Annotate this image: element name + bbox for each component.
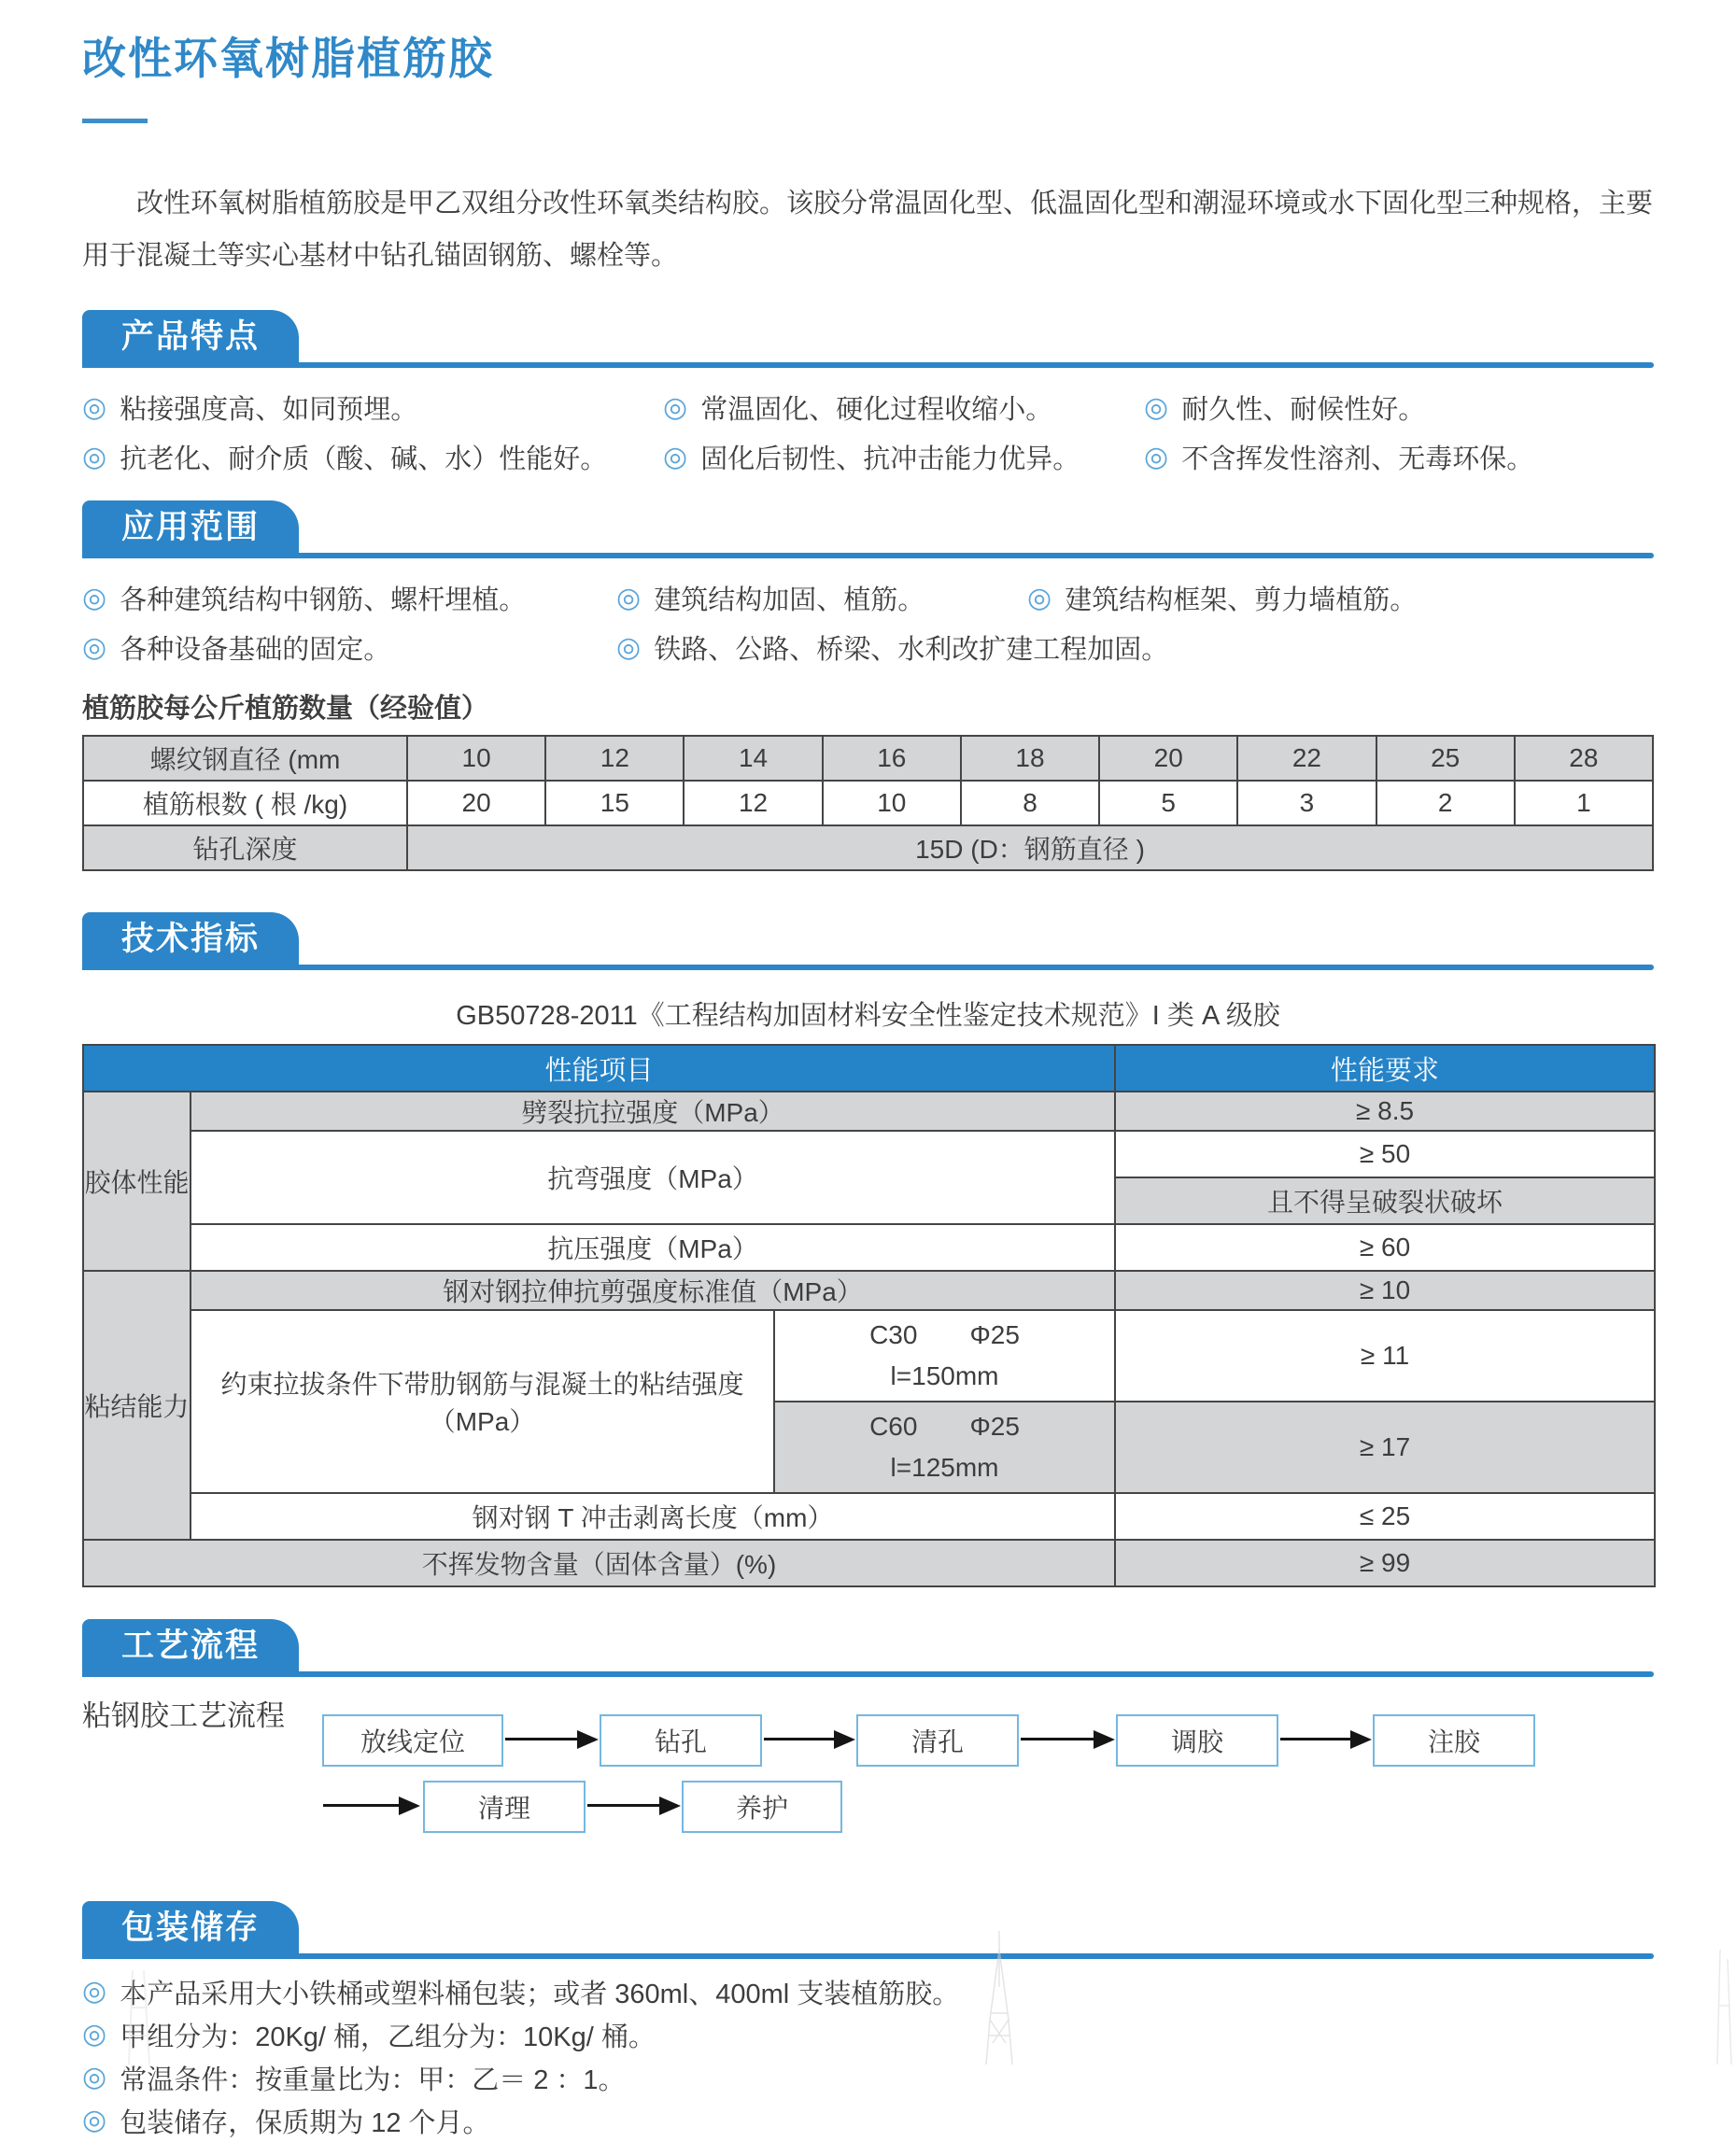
section-heading: 应用范围 [120, 509, 260, 545]
spec-value: 且不得呈破裂状破坏 [1115, 1177, 1655, 1224]
rebar-table-label: 植筋胶每公斤植筋数量（经验值） [82, 694, 489, 724]
spec-header-row [83, 1045, 1655, 1092]
condition-line: l=150mm [890, 1361, 999, 1390]
flow-step: 调胶 [1116, 1714, 1278, 1767]
spec-label: 钢对钢 T 冲击剥离长度（mm） [191, 1493, 1115, 1540]
cell: 22 [1237, 736, 1376, 781]
spec-label: 抗压强度（MPa） [191, 1224, 1115, 1271]
cell: 16 [823, 736, 961, 781]
list-item [82, 432, 663, 482]
flow-step: 养护 [682, 1781, 842, 1833]
intro-paragraph: 改性环氧树脂植筋胶是甲乙双组分改性环氧类结构胶。该胶分常温固化型、低温固化型和潮湿环境或水下固化型三种规格，主要用于混凝土等实心基材中钻孔锚固钢筋、螺栓等。 [82, 189, 1654, 271]
applications-col-1 [82, 573, 616, 672]
flow-step: 放线定位 [322, 1714, 503, 1767]
list-item [82, 1970, 1654, 2013]
list-item-text: 固化后韧性、抗冲击能力优异。 [700, 444, 1080, 474]
spec-value: ≥ 8.5 [1115, 1092, 1655, 1131]
bullet-icon: ◎ [1144, 441, 1169, 472]
flow-arrow-icon [587, 1804, 660, 1807]
cell: 28 [1515, 736, 1653, 781]
cell: 3 [1237, 781, 1376, 825]
section-heading: 产品特点 [120, 318, 260, 355]
applications-col-3 [1027, 573, 1654, 672]
bullet-icon: ◎ [1027, 582, 1052, 613]
rebar-table [82, 735, 1654, 871]
flow-arrow-icon [764, 1738, 835, 1740]
flow-arrow-icon [1280, 1738, 1351, 1740]
bullet-icon: ◎ [82, 441, 107, 472]
spec-table [82, 1044, 1656, 1587]
list-item-text: 各种设备基础的固定。 [120, 635, 391, 665]
list-item [82, 2056, 1654, 2099]
list-item-text: 不含挥发性溶剂、无毒环保。 [1181, 444, 1534, 474]
spec-value: ≥ 60 [1115, 1224, 1655, 1271]
page-title: 改性环氧树脂植筋胶 [82, 34, 494, 83]
bullet-icon: ◎ [82, 631, 107, 663]
cell: 10 [407, 736, 545, 781]
spec-label: 抗弯强度（MPa） [191, 1131, 1115, 1224]
bullet-icon: ◎ [82, 2019, 107, 2050]
section-features [82, 310, 1654, 368]
spec-value: ≥ 50 [1115, 1131, 1655, 1177]
list-item [82, 623, 616, 672]
list-item [82, 2099, 1654, 2142]
list-item-text: 包装储存，保质期为 12 个月。 [120, 2107, 490, 2138]
section-tab-applications [82, 500, 299, 553]
spec-value: ≤ 25 [1115, 1493, 1655, 1540]
table-row [83, 1092, 1655, 1131]
section-applications [82, 500, 1654, 558]
flow-step: 清孔 [856, 1714, 1019, 1767]
section-tab-features [82, 310, 299, 362]
list-item-text: 建筑结构加固、植筋。 [654, 585, 925, 615]
features-col-3 [1144, 383, 1654, 482]
flow-sublabel: 粘钢胶工艺流程 [82, 1699, 285, 1732]
spec-value: ≥ 10 [1115, 1271, 1655, 1310]
section-divider [82, 362, 1654, 368]
flow-step: 注胶 [1373, 1714, 1535, 1767]
list-item-text: 甲组分为：20Kg/ 桶，乙组分为：10Kg/ 桶。 [120, 2022, 656, 2052]
section-divider [82, 1671, 1654, 1677]
spec-label: 劈裂抗拉强度（MPa） [191, 1092, 1115, 1131]
table-row [83, 1271, 1655, 1310]
spec-table-caption: GB50728-2011《工程结构加固材料安全性鉴定技术规范》I 类 A 级胶 [456, 1001, 1280, 1031]
table-row-count [83, 781, 1653, 825]
applications-col-2 [616, 573, 1169, 672]
features-col-1 [82, 383, 663, 482]
bullet-icon: ◎ [82, 2105, 107, 2135]
list-item-text: 各种建筑结构中钢筋、螺杆埋植。 [120, 585, 527, 615]
section-tech [82, 912, 1654, 970]
column-header: 性能要求 [1115, 1045, 1655, 1092]
row-header: 钻孔深度 [83, 825, 407, 870]
section-tab-tech [82, 912, 299, 965]
spec-value: ≥ 99 [1115, 1540, 1655, 1586]
spec-value: ≥ 17 [1115, 1402, 1655, 1493]
flow-arrow-icon [1021, 1738, 1094, 1740]
section-divider [82, 1953, 1654, 1959]
cell: 10 [823, 781, 961, 825]
list-item [1144, 383, 1654, 432]
cell: 12 [684, 781, 822, 825]
process-flowchart [82, 1686, 1654, 1884]
list-item [82, 2013, 1654, 2056]
table-row-diameter [83, 736, 1653, 781]
list-item [1027, 573, 1654, 623]
features-list [82, 383, 1654, 482]
bullet-icon: ◎ [1144, 391, 1169, 423]
table-row [83, 1493, 1655, 1540]
section-tab-packaging [82, 1901, 299, 1953]
section-process [82, 1619, 1654, 1677]
flow-step: 清理 [423, 1781, 586, 1833]
cell: 2 [1376, 781, 1515, 825]
list-item-text: 常温固化、硬化过程收缩小。 [700, 395, 1053, 425]
bullet-icon: ◎ [82, 2062, 107, 2093]
cell: 20 [407, 781, 545, 825]
cell: 15 [545, 781, 684, 825]
spec-label: 钢对钢拉伸抗剪强度标准值（MPa） [191, 1271, 1115, 1310]
list-item-text: 铁路、公路、桥梁、水利改扩建工程加固。 [654, 635, 1169, 665]
bullet-icon: ◎ [82, 582, 107, 613]
bullet-icon: ◎ [663, 391, 688, 423]
list-item-text: 抗老化、耐介质（酸、碱、水）性能好。 [120, 444, 608, 474]
spec-condition [774, 1402, 1115, 1493]
bullet-icon: ◎ [616, 582, 642, 613]
merged-cell: 15D (D：钢筋直径 ) [407, 825, 1653, 870]
packaging-list [82, 1970, 1654, 2142]
flow-step: 钻孔 [600, 1714, 762, 1767]
spec-label [191, 1310, 774, 1493]
spec-condition [774, 1310, 1115, 1402]
condition-line: C60 Φ25 [869, 1412, 1020, 1441]
bullet-icon: ◎ [82, 391, 107, 423]
list-item-text: 常温条件：按重量比为：甲：乙＝ 2 ：1。 [120, 2064, 626, 2095]
list-item-text: 粘接强度高、如同预埋。 [120, 395, 418, 425]
cell: 1 [1515, 781, 1653, 825]
condition-line: l=125mm [890, 1453, 999, 1482]
spec-value: ≥ 11 [1115, 1310, 1655, 1402]
row-header: 植筋根数 ( 根 /kg) [83, 781, 407, 825]
title-underline [82, 119, 148, 123]
row-header: 螺纹钢直径 (mm [83, 736, 407, 781]
spec-label-line: 约束拉拔条件下带肋钢筋与混凝土的粘结强度 [220, 1370, 744, 1399]
table-row [83, 1540, 1655, 1586]
cell: 18 [961, 736, 1099, 781]
list-item [663, 383, 1144, 432]
table-row-depth [83, 825, 1653, 870]
section-packaging [82, 1901, 1654, 1959]
section-divider [82, 965, 1654, 970]
spec-label-line: （MPa） [429, 1407, 536, 1436]
table-row [83, 1131, 1655, 1177]
section-heading: 包装储存 [120, 1909, 260, 1946]
section-heading: 技术指标 [120, 921, 260, 957]
section-heading: 工艺流程 [120, 1628, 260, 1664]
group-cell: 胶体性能 [83, 1092, 191, 1271]
group-cell: 粘结能力 [83, 1271, 191, 1540]
flow-arrow-icon [323, 1804, 400, 1807]
cell: 25 [1376, 736, 1515, 781]
list-item-text: 建筑结构框架、剪力墙植筋。 [1065, 585, 1418, 615]
bullet-icon: ◎ [663, 441, 688, 472]
flow-arrow-icon [505, 1738, 578, 1740]
list-item-text: 本产品采用大小铁桶或塑料桶包装；或者 360ml、400ml 支装植筋胶。 [120, 1979, 960, 2009]
column-header: 性能项目 [83, 1045, 1115, 1092]
section-tab-process [82, 1619, 299, 1671]
cell: 14 [684, 736, 822, 781]
spec-label: 不挥发物含量（固体含量）(%) [83, 1540, 1115, 1586]
table-row [83, 1310, 1655, 1402]
list-item-text: 耐久性、耐候性好。 [1181, 395, 1426, 425]
features-col-2 [663, 383, 1144, 482]
list-item [616, 623, 1169, 672]
list-item [82, 573, 616, 623]
list-item [1144, 432, 1654, 482]
section-divider [82, 553, 1654, 558]
cell: 20 [1099, 736, 1237, 781]
applications-list [82, 573, 1654, 672]
cell: 8 [961, 781, 1099, 825]
cell: 12 [545, 736, 684, 781]
bullet-icon: ◎ [82, 1976, 107, 2007]
table-row [83, 1224, 1655, 1271]
bullet-icon: ◎ [616, 631, 642, 663]
list-item [663, 432, 1144, 482]
cell: 5 [1099, 781, 1237, 825]
list-item [82, 383, 663, 432]
condition-line: C30 Φ25 [869, 1320, 1020, 1349]
list-item [616, 573, 1027, 623]
